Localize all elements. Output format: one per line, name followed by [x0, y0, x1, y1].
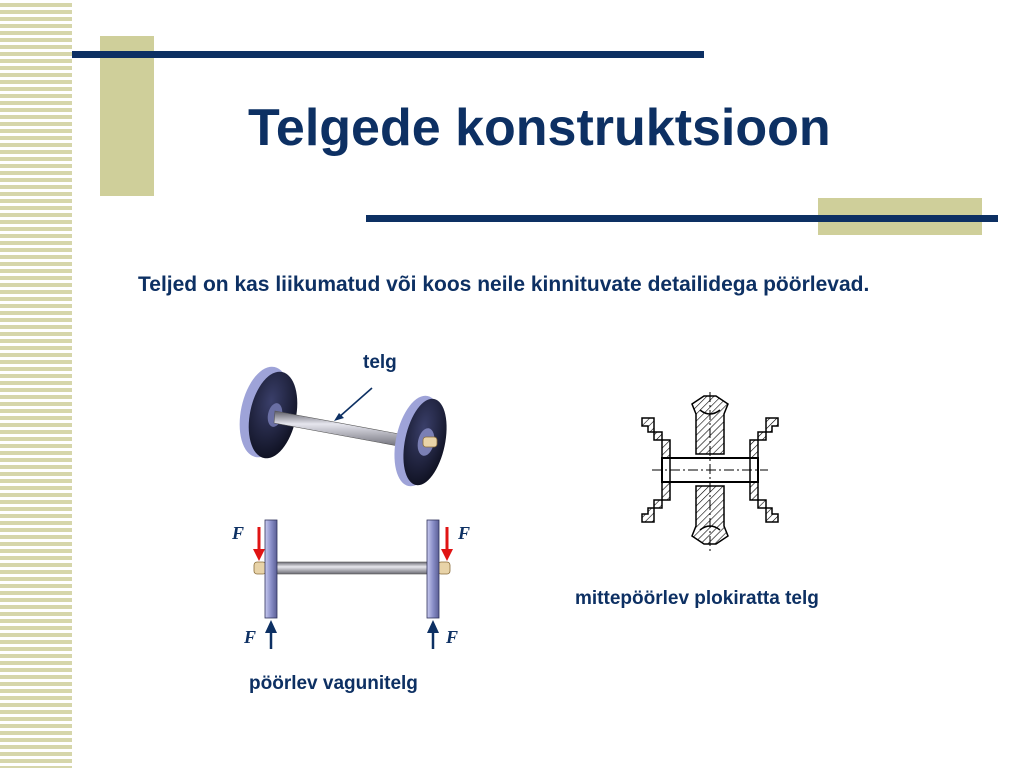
axle-label: telg — [363, 352, 397, 373]
intro-text: Teljed on kas liikumatud või koos neile kinnituvate detailidega pöörlevad. — [138, 273, 870, 296]
left-journal — [254, 562, 266, 574]
right-journal — [438, 562, 450, 574]
wheelset-3d-illustration — [235, 360, 465, 500]
right-wheel-side — [427, 520, 439, 618]
left-wheel-side — [265, 520, 277, 618]
pulley-axle-caption: mittepöörlev plokiratta telg — [575, 588, 819, 609]
force-label-top-left: F — [232, 523, 245, 543]
top-rule — [72, 51, 704, 58]
axle-shaft-side — [276, 562, 428, 574]
axle-end-journal — [423, 437, 437, 447]
pulley-section-drawing — [640, 392, 780, 552]
force-label-top-right: F — [458, 523, 471, 543]
bottom-rule — [366, 215, 998, 222]
rotating-axle-caption: pöörlev vagunitelg — [249, 673, 418, 694]
striped-sidebar — [0, 0, 72, 768]
force-label-bottom-right: F — [446, 627, 459, 647]
telg-pointer-arrow — [338, 388, 372, 418]
slide-title: Telgede konstruktsioon — [248, 99, 831, 157]
wagon-axle-force-diagram — [228, 515, 488, 655]
force-label-bottom-left: F — [244, 627, 257, 647]
title-accent-block — [100, 36, 154, 196]
